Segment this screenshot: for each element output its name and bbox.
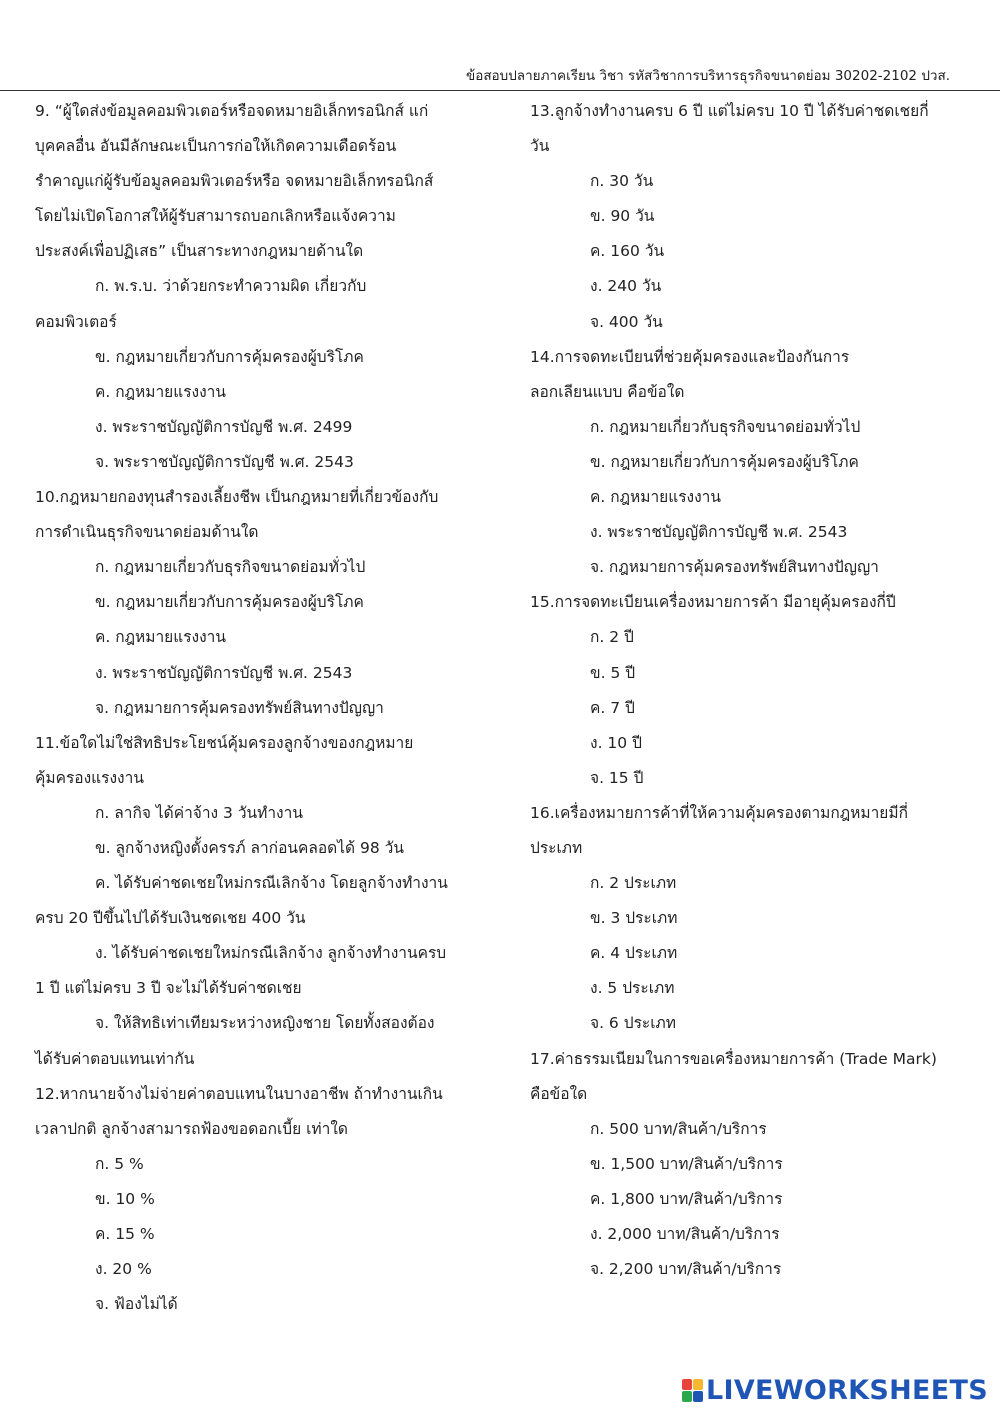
question-line: 17.ค่าธรรมเนียมในการขอเครื่องหมายการค้า (Trade Mark) bbox=[530, 1049, 937, 1068]
question-line: วัน bbox=[530, 137, 550, 156]
answer-option-continuation: ครบ 20 ปีขึ้นไปได้รับเงินชดเชย 400 วัน bbox=[35, 909, 306, 928]
answer-option: ก. 500 บาท/สินค้า/บริการ bbox=[590, 1119, 767, 1138]
answer-option: ง. พระราชบัญญัติการบัญชี พ.ศ. 2543 bbox=[590, 523, 848, 542]
answer-option: ข. 5 ปี bbox=[590, 663, 636, 682]
answer-option: จ. 15 ปี bbox=[590, 768, 644, 787]
answer-option: จ. กฎหมายการคุ้มครองทรัพย์สินทางปัญญา bbox=[590, 558, 879, 577]
answer-option: ข. 10 % bbox=[95, 1189, 155, 1208]
answer-option: ง. ได้รับค่าชดเชยใหม่กรณีเลิกจ้าง ลูกจ้างทำงานครบ bbox=[95, 944, 447, 963]
answer-option: ข. กฎหมายเกี่ยวกับการคุ้มครองผู้บริโภค bbox=[590, 452, 859, 471]
left-column bbox=[35, 94, 485, 1322]
answer-option: ก. 2 ปี bbox=[590, 628, 634, 647]
answer-option: จ. กฎหมายการคุ้มครองทรัพย์สินทางปัญญา bbox=[95, 698, 384, 717]
answer-option: ก. พ.ร.บ. ว่าด้วยกระทำความผิด เกี่ยวกับ bbox=[95, 277, 367, 296]
answer-option: ก. 30 วัน bbox=[590, 172, 654, 191]
answer-option: จ. ฟ้องไม่ได้ bbox=[95, 1295, 178, 1314]
answer-option: จ. 2,200 บาท/สินค้า/บริการ bbox=[590, 1260, 782, 1279]
answer-option-continuation: 1 ปี แต่ไม่ครบ 3 ปี จะไม่ได้รับค่าชดเชย bbox=[35, 979, 302, 998]
question-line: ลอกเลียนแบบ คือข้อใด bbox=[530, 382, 685, 401]
answer-option: ก. ลากิจ ได้ค่าจ้าง 3 วันทำงาน bbox=[95, 803, 303, 822]
question-line: บุคคลอื่น อันมีลักษณะเป็นการก่อให้เกิดความเดือดร้อน bbox=[35, 137, 397, 156]
answer-option: ค. กฎหมายแรงงาน bbox=[95, 382, 226, 401]
answer-option: ค. ได้รับค่าชดเชยใหม่กรณีเลิกจ้าง โดยลูกจ้างทำงาน bbox=[95, 874, 448, 893]
answer-option: ง. 2,000 บาท/สินค้า/บริการ bbox=[590, 1225, 780, 1243]
answer-option: ง. 240 วัน bbox=[590, 277, 662, 296]
question-line: 10.กฎหมายกองทุนสำรองเลี้ยงชีพ เป็นกฎหมายที่เกี่ยวข้องกับ bbox=[35, 488, 439, 507]
answer-option: ข. กฎหมายเกี่ยวกับการคุ้มครองผู้บริโภค bbox=[95, 593, 364, 612]
header-divider bbox=[0, 90, 1000, 91]
answer-option: ก. กฎหมายเกี่ยวกับธุรกิจขนาดย่อมทั่วไป bbox=[95, 558, 366, 577]
answer-option: ค. 160 วัน bbox=[590, 242, 665, 261]
answer-option: ค. กฎหมายแรงงาน bbox=[95, 628, 226, 647]
answer-option: ข. ลูกจ้างหญิงตั้งครรภ์ ลาก่อนคลอดได้ 98 วัน bbox=[95, 838, 404, 857]
answer-option: ข. 1,500 บาท/สินค้า/บริการ bbox=[590, 1154, 783, 1173]
question-line: ประสงค์เพื่อปฏิเสธ” เป็นสาระทางกฎหมายด้านใด bbox=[35, 242, 364, 261]
watermark-text: LIVEWORKSHEETS bbox=[705, 1374, 988, 1406]
answer-option: ง. 5 ประเภท bbox=[590, 979, 675, 998]
answer-option: ค. 15 % bbox=[95, 1225, 155, 1243]
answer-option: ง. พระราชบัญญัติการบัญชี พ.ศ. 2499 bbox=[95, 417, 353, 436]
answer-option: จ. 400 วัน bbox=[590, 312, 663, 331]
answer-option: จ. 6 ประเภท bbox=[590, 1014, 676, 1033]
right-column bbox=[530, 94, 970, 1287]
question-line: การดำเนินธุรกิจขนาดย่อมด้านใด bbox=[35, 523, 259, 542]
answer-option: ก. กฎหมายเกี่ยวกับธุรกิจขนาดย่อมทั่วไป bbox=[590, 417, 861, 436]
answer-option: ข. 90 วัน bbox=[590, 207, 655, 226]
question-line: 12.หากนายจ้างไม่จ่ายค่าตอบแทนในบางอาชีพ ถ้าทำงานเกิน bbox=[35, 1084, 443, 1103]
question-line: โดยไม่เปิดโอกาสให้ผู้รับสามารถบอกเลิกหรือแจ้งความ bbox=[35, 207, 396, 226]
question-line: 9. “ผู้ใดส่งข้อมูลคอมพิวเตอร์หรือจดหมายอิเล็กทรอนิกส์ แก่ bbox=[35, 102, 429, 120]
answer-option: ก. 5 % bbox=[95, 1154, 144, 1173]
question-line: 11.ข้อใดไม่ใช่สิทธิประโยชน์คุ้มครองลูกจ้างของกฎหมาย bbox=[35, 733, 414, 752]
question-line: 13.ลูกจ้างทำงานครบ 6 ปี แต่ไม่ครบ 10 ปี ได้รับค่าชดเชยกี่ bbox=[530, 102, 929, 120]
liveworksheets-logo-icon bbox=[682, 1379, 702, 1401]
answer-option: ค. 7 ปี bbox=[590, 698, 635, 717]
answer-option-continuation: คอมพิวเตอร์ bbox=[35, 312, 117, 331]
answer-option: จ. พระราชบัญญัติการบัญชี พ.ศ. 2543 bbox=[95, 452, 354, 471]
answer-option: ข. 3 ประเภท bbox=[590, 909, 678, 928]
answer-option: จ. ให้สิทธิเท่าเทียมระหว่างหญิงชาย โดยทั้งสองต้อง bbox=[95, 1014, 435, 1033]
liveworksheets-watermark bbox=[682, 1374, 988, 1406]
answer-option: ง. 20 % bbox=[95, 1260, 152, 1279]
answer-option: ง. พระราชบัญญัติการบัญชี พ.ศ. 2543 bbox=[95, 663, 353, 682]
answer-option: ค. 1,800 บาท/สินค้า/บริการ bbox=[590, 1189, 783, 1208]
question-line: รำคาญแก่ผู้รับข้อมูลคอมพิวเตอร์หรือ จดหมายอิเล็กทรอนิกส์ bbox=[35, 172, 434, 191]
question-line: 14.การจดทะเบียนที่ช่วยคุ้มครองและป้องกันการ bbox=[530, 347, 850, 366]
answer-option: ค. กฎหมายแรงงาน bbox=[590, 488, 721, 507]
question-line: 15.การจดทะเบียนเครื่องหมายการค้า มีอายุคุ้มครองกี่ปี bbox=[530, 593, 896, 612]
question-line: คือข้อใด bbox=[530, 1084, 588, 1103]
question-line: เวลาปกติ ลูกจ้างสามารถฟ้องขอดอกเบี้ย เท่าใด bbox=[35, 1119, 348, 1138]
question-line: 16.เครื่องหมายการค้าที่ให้ความคุ้มครองตามกฎหมายมีกี่ bbox=[530, 803, 908, 822]
answer-option: ก. 2 ประเภท bbox=[590, 874, 677, 893]
answer-option-continuation: ได้รับค่าตอบแทนเท่ากัน bbox=[35, 1049, 195, 1068]
question-line: ประเภท bbox=[530, 838, 583, 857]
answer-option: ง. 10 ปี bbox=[590, 733, 642, 752]
answer-option: ค. 4 ประเภท bbox=[590, 944, 678, 963]
question-line: คุ้มครองแรงงาน bbox=[35, 768, 144, 787]
answer-option: ข. กฎหมายเกี่ยวกับการคุ้มครองผู้บริโภค bbox=[95, 347, 364, 366]
exam-header: ข้อสอบปลายภาคเรียน วิชา รหัสวิชาการบริหารธุรกิจขนาดย่อม 30202-2102 ปวส. bbox=[465, 68, 950, 84]
